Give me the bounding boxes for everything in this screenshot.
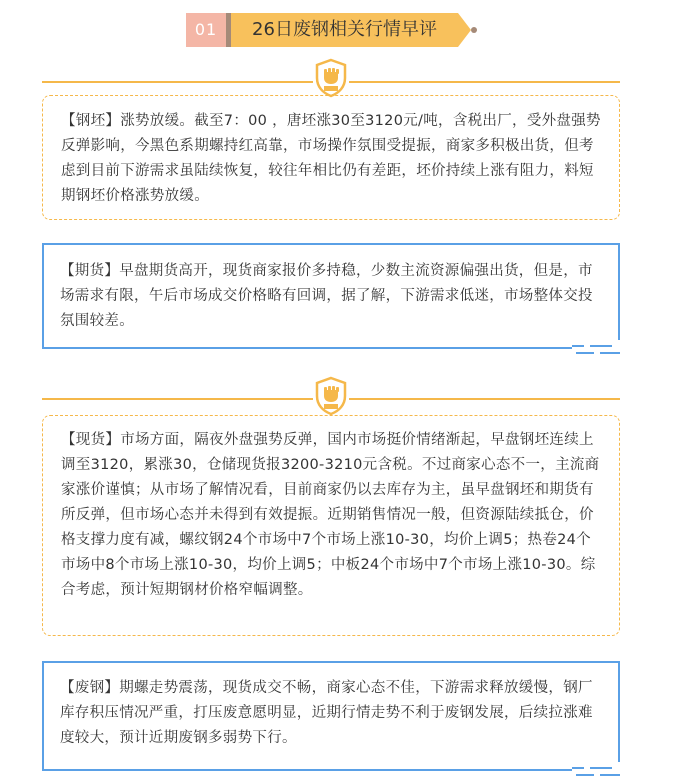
title-dot-decoration <box>471 27 477 33</box>
shield-badge-icon <box>313 376 349 416</box>
title-arrow-decoration <box>458 13 471 47</box>
shield-badge-icon <box>313 58 349 98</box>
scrap-section-text: 【废钢】期螺走势震荡，现货成交不畅，商家心态不佳，下游需求释放缓慢，钢厂库存积压情况严重，打压废意愿明显，近期行情走势不利于废钢发展，后续拉涨难度较大，预计近期废钢多弱势下行。 <box>60 680 593 746</box>
billet-section-text: 【钢坯】涨势放缓。截至7：00 ，唐坯涨30至3120元/吨，含税出厂，受外盘强势反弹影响，今黑色系期螺持红高靠，市场操作氛围受提振，商家多积极出货，但考虑到目前下游需求虽陆续恢复，较往年相比仍有差距，坯价持续上涨有阻力，料短期钢坯价格涨势放缓。 <box>61 113 601 204</box>
section-title: 26日废钢相关行情早评 <box>226 13 458 47</box>
scrap-section-box <box>42 661 620 771</box>
spot-section-box <box>42 415 620 636</box>
box-corner-decoration <box>572 340 620 356</box>
billet-section-box <box>42 95 620 220</box>
box-corner-decoration <box>572 762 620 778</box>
futures-section-box <box>42 243 620 349</box>
section-number: 01 <box>186 13 226 47</box>
spot-section-text: 【现货】市场方面，隔夜外盘强势反弹，国内市场挺价情绪渐起，早盘钢坯连续上调至3120，累涨30，仓储现货报3200-3210元含税。不过商家心态不一，主流商家涨价谨慎；从市场了解情况看，目前商家仍以去库存为主，虽早盘钢坯和期货有所反弹，但市场心态并未得到有效提振。近期销售情况一般，但资源陆续抵仓，价格支撑力度有减，螺纹钢24个市场中7个市场上涨10-30，均价上调5；热卷24个市场中8个市场上涨10-30，均价上调5；中板24个市场中7个市场上涨10-30。综合考虑，预计短期钢材价格窄幅调整。 <box>61 432 600 598</box>
section-header <box>186 13 486 47</box>
futures-section-text: 【期货】早盘期货高开，现货商家报价多持稳，少数主流资源偏强出货，但是，市场需求有限，午后市场成交价格略有回调，据了解，下游需求低迷，市场整体交投氛围较差。 <box>60 263 593 329</box>
